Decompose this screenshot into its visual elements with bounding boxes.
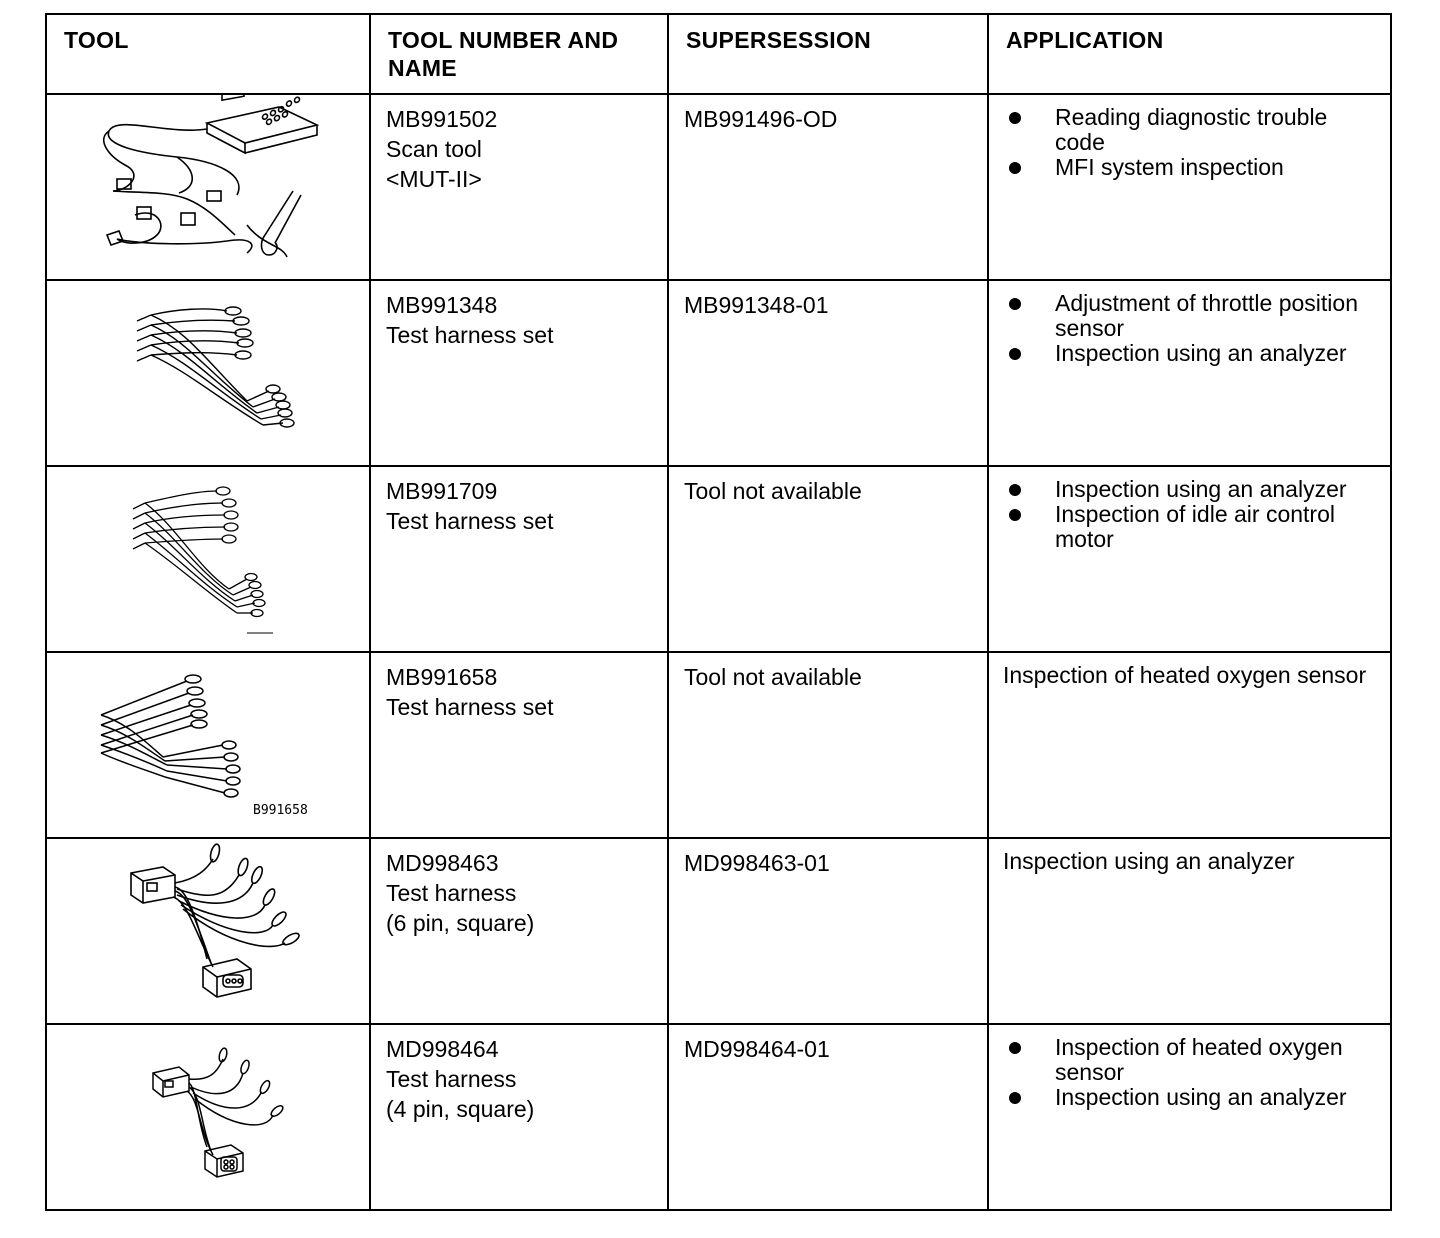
tool-number: MB991502	[386, 106, 498, 132]
application-item: Inspection of idle air control motor	[1003, 502, 1380, 552]
application-item: MFI system inspection	[1003, 155, 1380, 180]
header-application: APPLICATION	[988, 14, 1391, 94]
scan-tool-illustration	[47, 95, 367, 279]
bullet-icon	[1009, 348, 1021, 360]
tool-name: Scan tool	[386, 136, 482, 162]
tool-image-cell	[46, 652, 370, 838]
test-harness-6-pin-illustration	[47, 839, 367, 1023]
tool-number: MD998464	[386, 1036, 499, 1062]
supersession-value: MB991496-OD	[684, 106, 838, 132]
supersession-cell	[668, 466, 988, 652]
supersession-cell	[668, 652, 988, 838]
tool-number-name-cell	[370, 94, 668, 280]
application-cell	[988, 466, 1391, 652]
tool-number: MB991348	[386, 292, 498, 318]
bullet-icon	[1009, 298, 1021, 310]
table-row	[46, 1024, 1391, 1210]
supersession-value: Tool not available	[684, 478, 862, 504]
supersession-cell	[668, 838, 988, 1024]
tool-name: Test harness set	[386, 322, 554, 348]
tool-number-name-cell	[370, 280, 668, 466]
image-caption: B991658	[253, 803, 308, 818]
application-cell	[988, 652, 1391, 838]
supersession-value: MD998463-01	[684, 850, 830, 876]
supersession-cell	[668, 1024, 988, 1210]
tool-number: MB991658	[386, 664, 498, 690]
table-row	[46, 466, 1391, 652]
application-item: Inspection using an analyzer	[1003, 1085, 1380, 1110]
tool-name: <MUT-II>	[386, 166, 482, 192]
test-harness-set-illustration	[47, 653, 367, 837]
application-item: Inspection using an analyzer	[1003, 477, 1380, 502]
table-row	[46, 838, 1391, 1024]
application-item: Reading diagnostic trouble code	[1003, 105, 1380, 155]
tool-number-name-cell	[370, 466, 668, 652]
bullet-icon	[1009, 1042, 1021, 1054]
bullet-icon	[1009, 509, 1021, 521]
tool-image-cell	[46, 838, 370, 1024]
application-cell	[988, 94, 1391, 280]
tool-name: Test harness set	[386, 694, 554, 720]
supersession-cell	[668, 94, 988, 280]
tool-image-cell	[46, 1024, 370, 1210]
table-row	[46, 280, 1391, 466]
tool-name: Test harness set	[386, 508, 554, 534]
table-header-row	[46, 14, 1391, 94]
supersession-cell	[668, 280, 988, 466]
application-item: Adjustment of throttle position sensor	[1003, 291, 1380, 341]
tool-name: (6 pin, square)	[386, 910, 535, 936]
test-harness-set-illustration	[47, 467, 367, 651]
application-text: Inspection of heated oxygen sensor	[1003, 662, 1367, 688]
tool-name: Test harness	[386, 880, 517, 906]
tool-number-name-cell	[370, 652, 668, 838]
supersession-value: MB991348-01	[684, 292, 829, 318]
application-cell	[988, 280, 1391, 466]
test-harness-4-pin-illustration	[47, 1025, 367, 1209]
tool-image-cell	[46, 280, 370, 466]
tool-number: MB991709	[386, 478, 498, 504]
bullet-icon	[1009, 484, 1021, 496]
header-tool: TOOL	[46, 14, 370, 94]
application-item: Inspection of heated oxygen sensor	[1003, 1035, 1380, 1085]
application-cell	[988, 1024, 1391, 1210]
tool-number-name-cell	[370, 838, 668, 1024]
application-text: Inspection using an analyzer	[1003, 848, 1295, 874]
tool-image-cell	[46, 466, 370, 652]
application-cell	[988, 838, 1391, 1024]
bullet-icon	[1009, 162, 1021, 174]
bullet-icon	[1009, 1092, 1021, 1104]
application-item: Inspection using an analyzer	[1003, 341, 1380, 366]
tool-name: Test harness	[386, 1066, 517, 1092]
tool-image-cell	[46, 94, 370, 280]
header-supersession: SUPERSESSION	[668, 14, 988, 94]
header-tool-number-and-name: TOOL NUMBER AND NAME	[370, 14, 668, 94]
special-tools-table	[45, 13, 1392, 1211]
tool-number: MD998463	[386, 850, 499, 876]
bullet-icon	[1009, 112, 1021, 124]
tool-name: (4 pin, square)	[386, 1096, 535, 1122]
supersession-value: MD998464-01	[684, 1036, 830, 1062]
table-row	[46, 652, 1391, 838]
supersession-value: Tool not available	[684, 664, 862, 690]
tool-number-name-cell	[370, 1024, 668, 1210]
table-row	[46, 94, 1391, 280]
test-harness-set-illustration	[47, 281, 367, 465]
